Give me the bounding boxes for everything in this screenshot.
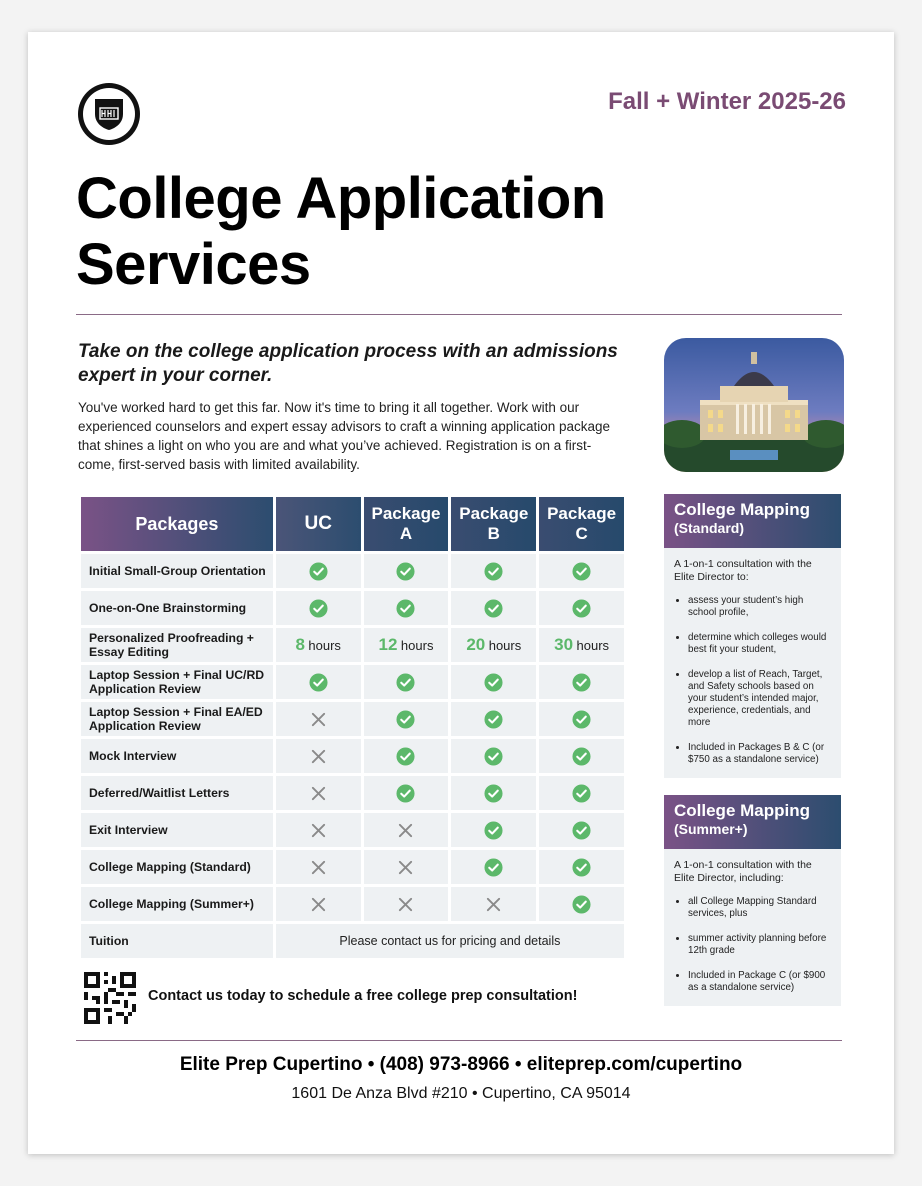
table-row <box>81 628 624 662</box>
status-cell <box>451 554 536 588</box>
status-cell <box>276 665 361 699</box>
row-label: Deferred/Waitlist Letters <box>81 776 273 810</box>
list-item: • Included in Package C (or $900 as a standalone service) <box>688 970 831 994</box>
hours-value: 8 <box>295 635 305 654</box>
packages-table-wrap <box>81 494 625 961</box>
panel-header <box>664 795 841 849</box>
status-cell <box>364 813 449 847</box>
table-row-tuition <box>81 924 624 958</box>
table-row <box>81 739 624 773</box>
status-cell <box>364 776 449 810</box>
footer-contact: Elite Prep Cupertino • (408) 973-8966 • eliteprep.com/cupertino <box>179 1054 743 1075</box>
panel-lead: A 1-on-1 consultation with the Elite Director to: <box>674 558 812 583</box>
status-cell <box>539 739 624 773</box>
status-cell <box>364 850 449 884</box>
panel-header <box>664 494 841 548</box>
check-icon <box>572 747 591 766</box>
list-item: • develop a list of Reach, Target, and Safety schools based on your student’s intended major, experience, credentials, and more <box>688 669 831 729</box>
check-icon <box>484 858 503 877</box>
row-label: Laptop Session + Final EA/ED Application Review <box>81 702 273 736</box>
hours-value: 12 <box>378 635 398 654</box>
status-cell <box>539 850 624 884</box>
row-label: Initial Small-Group Orientation <box>81 554 273 588</box>
status-cell <box>364 739 449 773</box>
row-label: Personalized Proofreading + Essay Editing <box>81 628 273 662</box>
header-packages: Packages <box>81 497 273 551</box>
table-row <box>81 665 624 699</box>
x-icon <box>310 748 327 765</box>
status-cell <box>539 591 624 625</box>
check-icon <box>396 784 415 803</box>
check-icon <box>484 599 503 618</box>
status-cell <box>364 887 449 921</box>
status-cell <box>451 702 536 736</box>
check-icon <box>572 710 591 729</box>
status-cell <box>451 776 536 810</box>
row-label: College Mapping (Summer+) <box>81 887 273 921</box>
row-label: Laptop Session + Final UC/RD Application Review <box>81 665 273 699</box>
hours-unit: hours <box>576 638 610 653</box>
row-label: Tuition <box>81 924 273 958</box>
title-line-1: College Application <box>76 166 606 231</box>
panel-title: College Mapping <box>674 500 810 519</box>
title-line-2: Services <box>76 232 311 297</box>
divider <box>76 314 842 315</box>
status-cell <box>451 887 536 921</box>
check-icon <box>396 747 415 766</box>
status-cell <box>364 554 449 588</box>
check-icon <box>484 784 503 803</box>
check-icon <box>484 562 503 581</box>
check-icon <box>309 599 328 618</box>
x-icon <box>310 785 327 802</box>
hours-unit: hours <box>488 638 522 653</box>
check-icon <box>572 895 591 914</box>
x-icon <box>397 822 414 839</box>
status-cell <box>276 739 361 773</box>
row-label: Exit Interview <box>81 813 273 847</box>
status-cell <box>364 665 449 699</box>
qr-code[interactable] <box>84 972 136 1024</box>
tuition-note: Please contact us for pricing and details <box>276 924 624 958</box>
table-header-row <box>81 497 624 551</box>
flyer-page <box>28 32 894 1154</box>
x-icon <box>310 896 327 913</box>
table-row <box>81 887 624 921</box>
status-cell <box>539 813 624 847</box>
panel-list <box>674 595 831 766</box>
hours-value: 30 <box>554 635 574 654</box>
x-icon <box>310 822 327 839</box>
status-cell <box>539 887 624 921</box>
row-label: College Mapping (Standard) <box>81 850 273 884</box>
x-icon <box>397 859 414 876</box>
campus-photo <box>664 338 844 472</box>
x-icon <box>485 896 502 913</box>
list-item: • determine which colleges would best fit your student, <box>688 632 831 656</box>
check-icon <box>484 673 503 692</box>
status-cell <box>451 591 536 625</box>
panel-body <box>664 849 841 1006</box>
header-uc: UC <box>276 497 361 551</box>
header-package-b: Package B <box>451 497 536 551</box>
check-icon <box>396 562 415 581</box>
check-icon <box>396 673 415 692</box>
status-cell <box>276 850 361 884</box>
row-label: Mock Interview <box>81 739 273 773</box>
check-icon <box>309 562 328 581</box>
packages-table <box>78 494 627 961</box>
header-package-c: Package C <box>539 497 624 551</box>
table-row <box>81 776 624 810</box>
hours-value: 20 <box>466 635 486 654</box>
check-icon <box>484 710 503 729</box>
panel-subtitle: (Standard) <box>674 520 744 536</box>
check-icon <box>572 562 591 581</box>
check-icon <box>572 784 591 803</box>
check-icon <box>396 710 415 729</box>
x-icon <box>310 711 327 728</box>
footer-address: 1601 De Anza Blvd #210 • Cupertino, CA 95014 <box>291 1085 631 1102</box>
table-row <box>81 813 624 847</box>
check-icon <box>572 673 591 692</box>
hours-cell <box>451 628 536 662</box>
status-cell <box>539 665 624 699</box>
status-cell <box>451 665 536 699</box>
table-row <box>81 591 624 625</box>
hours-cell <box>276 628 361 662</box>
hours-cell <box>364 628 449 662</box>
divider <box>76 1040 842 1041</box>
list-item: • assess your student’s high school profile, <box>688 595 831 619</box>
check-icon <box>572 599 591 618</box>
status-cell <box>276 813 361 847</box>
cta-text: Contact us today to schedule a free college prep consultation! <box>148 988 578 1004</box>
status-cell <box>276 776 361 810</box>
check-icon <box>396 599 415 618</box>
status-cell <box>539 554 624 588</box>
hours-unit: hours <box>308 638 341 653</box>
status-cell <box>364 702 449 736</box>
season-label: Fall + Winter 2025-26 <box>608 88 846 115</box>
table-row <box>81 702 624 736</box>
page-title <box>76 166 696 298</box>
hours-cell <box>539 628 624 662</box>
status-cell <box>276 554 361 588</box>
status-cell <box>539 702 624 736</box>
college-mapping-standard-panel <box>664 494 841 778</box>
intro-paragraph: You've worked hard to get this far. Now it's time to bring it all together. Work with our experienced counselors and expert essay advisors to craft a winning application package that shines a light on who you are and what you’ve achieved. Registration is on a first-come, first-served basis with limited availability. <box>78 400 611 472</box>
panel-body <box>664 548 841 778</box>
status-cell <box>276 702 361 736</box>
x-icon <box>397 896 414 913</box>
status-cell <box>364 591 449 625</box>
tagline: Take on the college application process with an admissions expert in your corner. <box>78 341 618 386</box>
status-cell <box>539 776 624 810</box>
check-icon <box>309 673 328 692</box>
shield-crest-icon <box>78 83 140 145</box>
panel-list <box>674 896 831 994</box>
hours-unit: hours <box>400 638 434 653</box>
status-cell <box>276 887 361 921</box>
status-cell <box>451 813 536 847</box>
college-mapping-summer-panel <box>664 795 841 1006</box>
panel-title: College Mapping <box>674 801 810 820</box>
check-icon <box>484 747 503 766</box>
panel-lead: A 1-on-1 consultation with the Elite Director, including: <box>674 859 812 884</box>
row-label: One-on-One Brainstorming <box>81 591 273 625</box>
table-row <box>81 554 624 588</box>
list-item: • Included in Packages B & C (or $750 as a standalone service) <box>688 742 831 766</box>
table-body <box>81 554 624 958</box>
status-cell <box>451 739 536 773</box>
list-item: • all College Mapping Standard services, plus <box>688 896 831 920</box>
header-package-a: Package A <box>364 497 449 551</box>
check-icon <box>572 821 591 840</box>
check-icon <box>572 858 591 877</box>
table-row <box>81 850 624 884</box>
status-cell <box>276 591 361 625</box>
status-cell <box>451 850 536 884</box>
x-icon <box>310 859 327 876</box>
panel-subtitle: (Summer+) <box>674 821 748 837</box>
list-item: • summer activity planning before 12th grade <box>688 933 831 957</box>
check-icon <box>484 821 503 840</box>
